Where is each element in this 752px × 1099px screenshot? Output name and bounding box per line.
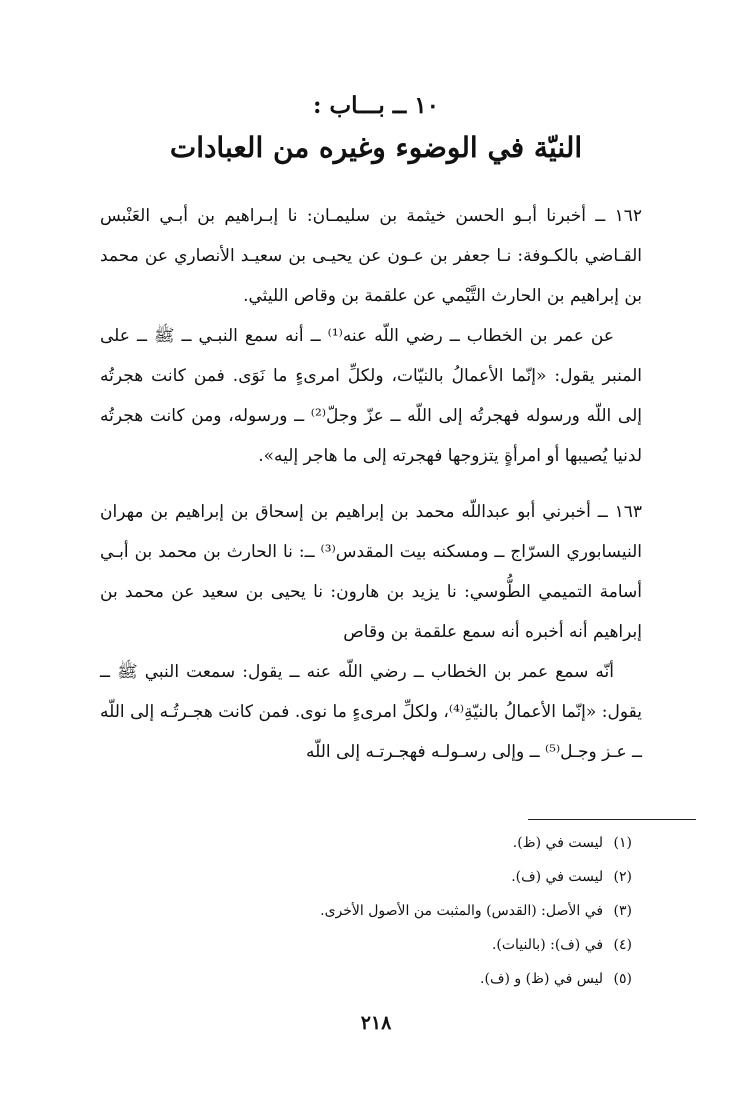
footnotes-list [100,826,632,996]
hadith-162-matn: عن عمر بن الخطاب ــ رضي اللّه عنه⁽¹⁾ ــ أنه سمع النبـي ــ ﷺ ــ على المنبر يقول: «إنّما الأعمالُ بالنيّات، ولكلِّ امرىءٍ ما نَوَى. فمن كانت هجرتُه إلى اللّه ورسوله فهجرتُه إلى اللّه ــ عزّ وجلّ⁽²⁾ ــ ورسوله، ومن كانت هجرتُه لدنيا يُصيبها أو امرأةٍ يتزوجها فهجرته إلى ما هاجر إليه». [100,326,642,466]
footnote-number: (٥) [613,971,632,987]
footnote-text: ليست في (ظ). [512,835,604,851]
footnote-text: في الأصل: (القدس) والمثبت من الأصول الأخرى. [320,903,604,919]
chapter-number: ١٠ ــ بـــاب : [313,92,439,119]
hadith-163-isnad: ١٦٣ ــ أخبرني أبو عبداللّه محمد بن إبراهيم بن إسحاق بن إبراهيم بن مهران النيسابوري السرّاج ــ ومسكنه بيت المقدس⁽³⁾ ــ: نا الحارث بن محمد بن أبـي أسامة التميمي الطُّوسي: نا يزيد بن هارون: نا يحيى بن سعيد عن محمد بن إبراهيم أنه أخبره أنه سمع علقمة بن وقاص [100,502,643,642]
footnote-number: (٤) [613,937,632,953]
footnote-number: (٣) [613,903,632,919]
footnote-text: ليس في (ظ) و (ف). [480,971,604,987]
hadith-163-matn: أنّه سمع عمر بن الخطاب ــ رضي اللّه عنه ــ يقول: سمعت النبي ﷺ ــ يقول: «إنّما الأعمالُ بالنيّةِ⁽⁴⁾، ولكلِّ امرىءٍ ما نوى. فمن كانت هجـرتُـه إلى اللّه ــ عـز وجـل⁽⁵⁾ ــ وإلى رسـولـه فهجـرتـه إلى اللّه [100,662,642,762]
chapter-title: النيّة في الوضوء وغيره من العبادات [169,131,583,164]
main-text [100,196,642,772]
chapter-heading [70,88,682,170]
footnote [100,928,632,962]
hadith-162-isnad: ١٦٢ ــ أخبرنا أبـو الحسن خيثمة بن سليمـان: نا إبـراهيم بن أبـي العَنْبس القـاضي بالكـوفة: نـا جعفر بن عـون عن يحيـى بن سعيـد الأنصاري عن محمد بن إبراهيم بن الحارث التَّيْمي عن علقمة بن وقاص الليثي. [100,206,642,306]
footnote-separator [528,819,696,820]
footnote [100,894,632,928]
footnote [100,860,632,894]
footnote [100,826,632,860]
footnote-number: (١) [613,835,632,851]
footnote-text: ليست في (ف). [511,869,604,885]
footnote-number: (٢) [613,869,632,885]
page-number: ٢١٨ [360,1012,392,1034]
footnote-text: في (ف): (بالنيات). [491,937,604,953]
footnote [100,962,632,996]
